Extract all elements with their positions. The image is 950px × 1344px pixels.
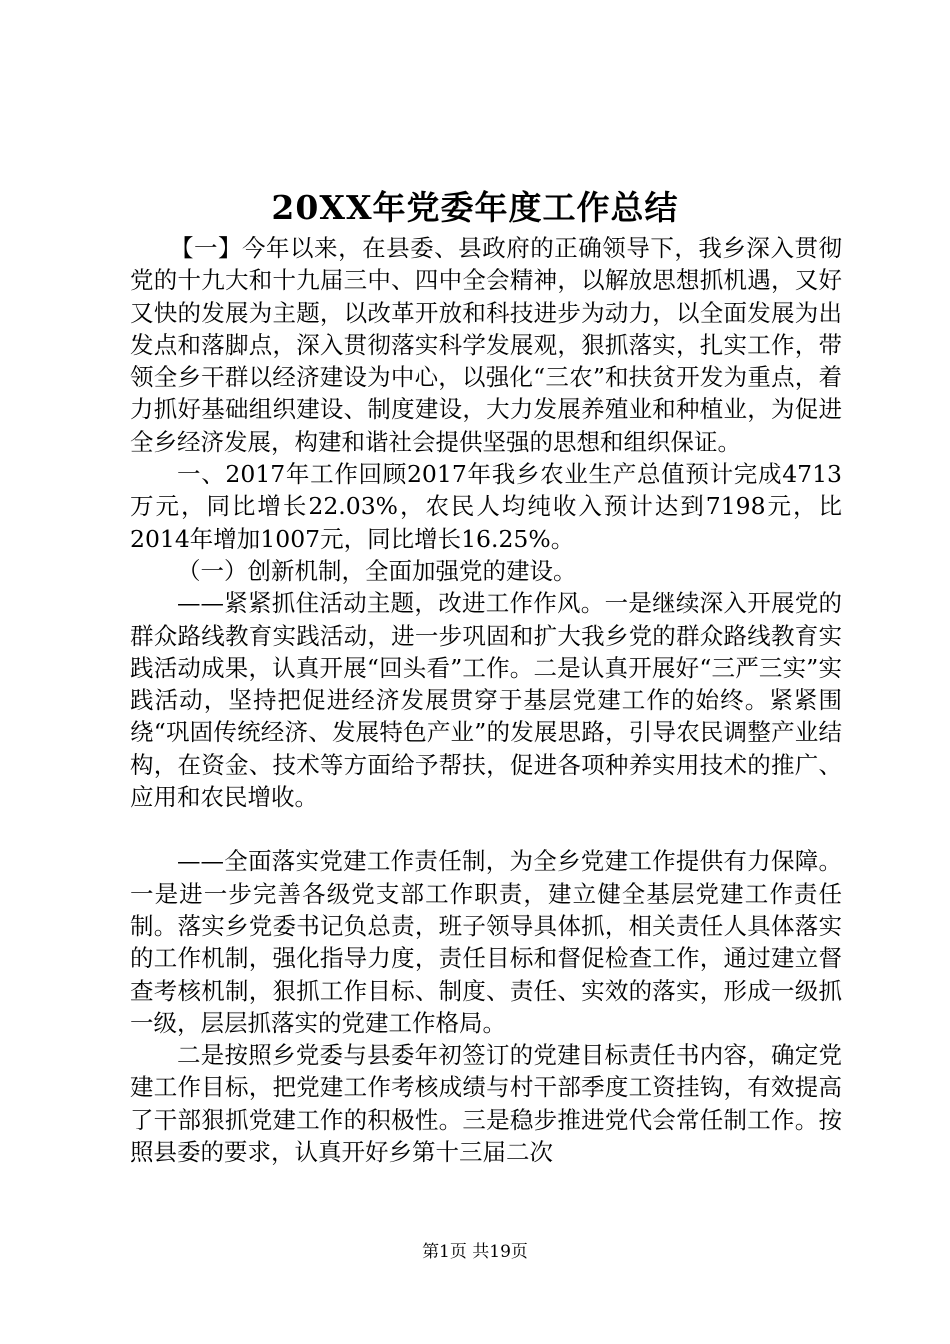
paragraph-review: 一、2017年工作回顾2017年我乡农业生产总值预计完成4713万元，同比增长22.03%，农民人均纯收入预计达到7198元，比2014年增加1007元，同比增长16.25%。	[130, 460, 842, 553]
paragraph-targets: 二是按照乡党委与县委年初签订的党建目标责任书内容，确定党建工作目标，把党建工作考核成绩与村干部季度工资挂钩，有效提高了干部狠抓党建工作的积极性。三是稳步推进党代会常任制工作。按照县委的要求，认真开好乡第十三届二次	[130, 1041, 842, 1167]
document-body	[130, 232, 842, 1168]
page-number: 第1页 共19页	[422, 1242, 528, 1262]
paragraph-work-style: ——紧紧抓住活动主题，改进工作作风。一是继续深入开展党的群众路线教育实践活动，进一步巩固和扩大我乡党的群众路线教育实践活动成果，认真开展“回头看”工作。二是认真开展好“三严三实”实践活动，坚持把促进经济发展贯穿于基层党建工作的始终。紧紧围绕“巩固传统经济、发展特色产业”的发展思路，引导农民调整产业结构，在资金、技术等方面给予帮扶，促进各项种养实用技术的推广、应用和农民增收。	[130, 589, 842, 812]
paragraph-intro: 【一】今年以来，在县委、县政府的正确领导下，我乡深入贯彻党的十九大和十九届三中、四中全会精神，以解放思想抓机遇，又好又快的发展为主题，以改革开放和科技进步为动力，以全面发展为出发点和落脚点，深入贯彻落实科学发展观，狠抓落实，扎实工作，带领全乡干群以经济建设为中心，以强化“三农”和扶贫开发为重点，着力抓好基础组织建设、制度建设，大力发展养殖业和种植业，为促进全乡经济发展，构建和谐社会提供坚强的思想和组织保证。	[130, 234, 842, 456]
document-title: 20XX年党委年度工作总结	[271, 188, 679, 227]
paragraph-responsibility: ——全面落实党建工作责任制，为全乡党建工作提供有力保障。一是进一步完善各级党支部工作职责，建立健全基层党建工作责任制。落实乡党委书记负总责，班子领导具体抓，相关责任人具体落实的工作机制，强化指导力度，责任目标和督促检查工作，通过建立督查考核机制，狠抓工作目标、制度、责任、实效的落实，形成一级抓一级，层层抓落实的党建工作格局。	[130, 847, 842, 1037]
paragraph-spacer	[130, 813, 842, 845]
paragraph-section-heading: （一）创新机制，全面加强党的建设。	[177, 556, 577, 585]
